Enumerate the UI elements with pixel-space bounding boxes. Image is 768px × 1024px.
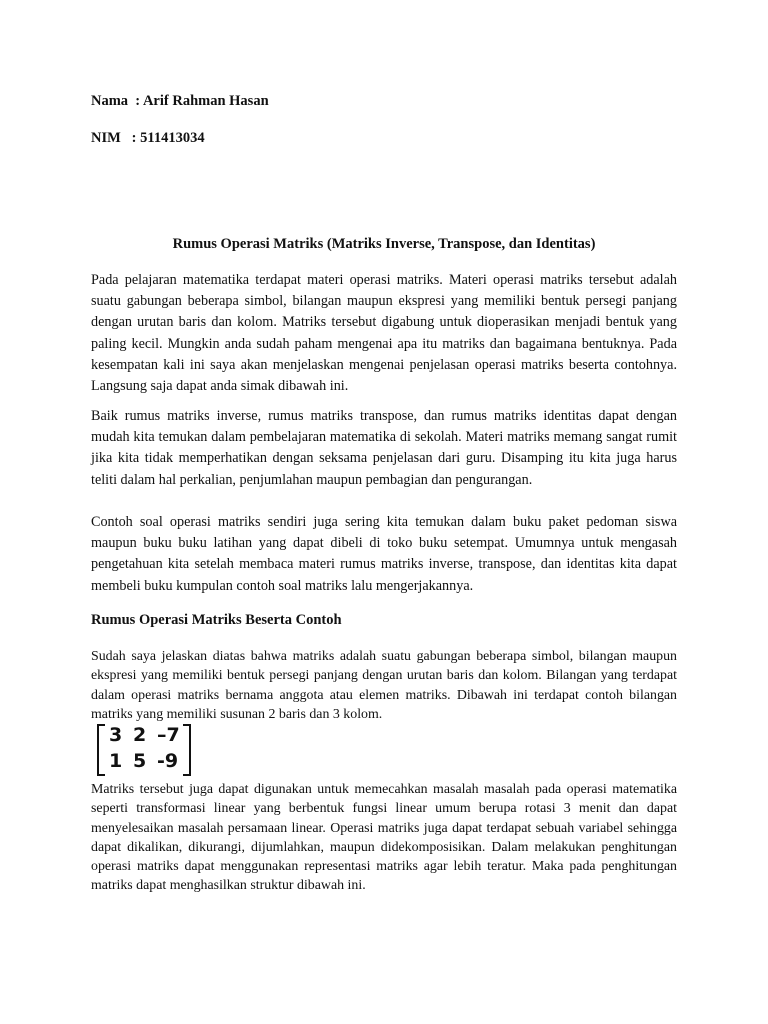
matrix-cell: 1 [109,750,123,772]
matrix-row-2 [107,750,183,774]
student-nim: NIM : 511413034 [91,130,205,146]
matrix-cell: 3 [109,724,123,746]
matrix-cell: 2 [133,724,147,746]
document-title: Rumus Operasi Matriks (Matriks Inverse, Transpose, dan Identitas) [172,236,596,252]
matrix-cell: –7 [157,724,180,746]
paragraph-matrix-definition: Sudah saya jelaskan diatas bahwa matriks adalah suatu gabungan beberapa simbol, bilangan maupun ekspresi yang memiliki bentuk persegi panjang dengan urutan baris dan kolom. Bilangan yang terdapat dalam operasi matriks bernama anggota atau elemen matriks. Dibawah ini terdapat contoh bilangan matriks yang memiliki susunan 2 baris dan 3 kolom. [91,649,677,722]
student-name: Nama : Arif Rahman Hasan [91,93,269,109]
right-bracket [183,724,191,776]
matrix-row-1 [107,724,183,748]
paragraph-matrix-usage: Matriks tersebut juga dapat digunakan untuk memecahkan masalah masalah pada operasi matematika seperti transformasi linear yang berbentuk fungsi linear umum berupa rotasi 3 menit dan dapat menyelesaikan masalah persamaan linear. Operasi matriks juga dapat terdapat sebuah variabel sehingga dapat dikalikan, dikurangi, dijumlahkan, maupun didekomposisikan. Dalam melakukan penghitungan operasi matriks dapat menggunakan representasi matriks agar lebih teratur. Maka pada penghitungan matriks dapat menghasilkan struktur dibawah ini. [91,782,677,894]
paragraph-intro: Pada pelajaran matematika terdapat materi operasi matriks. Materi operasi matriks tersebut adalah suatu gabungan beberapa simbol, bilangan maupun ekspresi yang memiliki bentuk persegi panjang dengan urutan baris dan kolom. Matriks tersebut digabung untuk dioperasikan menjadi bentuk yang paling kecil. Mungkin anda sudah paham mengenai apa itu matriks dan bagaimana bentuknya. Pada kesempatan kali ini saya akan menjelaskan mengenai penjelasan operasi matriks beserta contohnya. Langsung saja dapat anda simak dibawah ini. [91,272,677,395]
matrix-cell: -9 [157,750,179,772]
left-bracket [97,724,105,776]
matrix-example [97,724,191,774]
paragraph-examples: Contoh soal operasi matriks sendiri juga sering kita temukan dalam buku paket pedoman siswa maupun buku buku latihan yang dapat dibeli di toko buku setempat. Umumnya untuk mengasah pengetahuan kita setelah membaca materi rumus matriks inverse, transpose, dan identitas kita dapat membeli buku kumpulan contoh soal matriks lalu mengerjakannya. [91,514,677,594]
paragraph-formulas: Baik rumus matriks inverse, rumus matriks transpose, dan rumus matriks identitas dapat dengan mudah kita temukan dalam pembelajaran matematika di sekolah. Materi matriks memang sangat rumit jika kita tidak memperhatikan dengan seksama penjelasan dari guru. Disamping itu kita juga harus teliti dalam hal perkalian, penjumlahan maupun pembagian dan pengurangan. [91,408,677,488]
matrix-cell: 5 [133,750,147,772]
section-heading: Rumus Operasi Matriks Beserta Contoh [91,612,342,628]
